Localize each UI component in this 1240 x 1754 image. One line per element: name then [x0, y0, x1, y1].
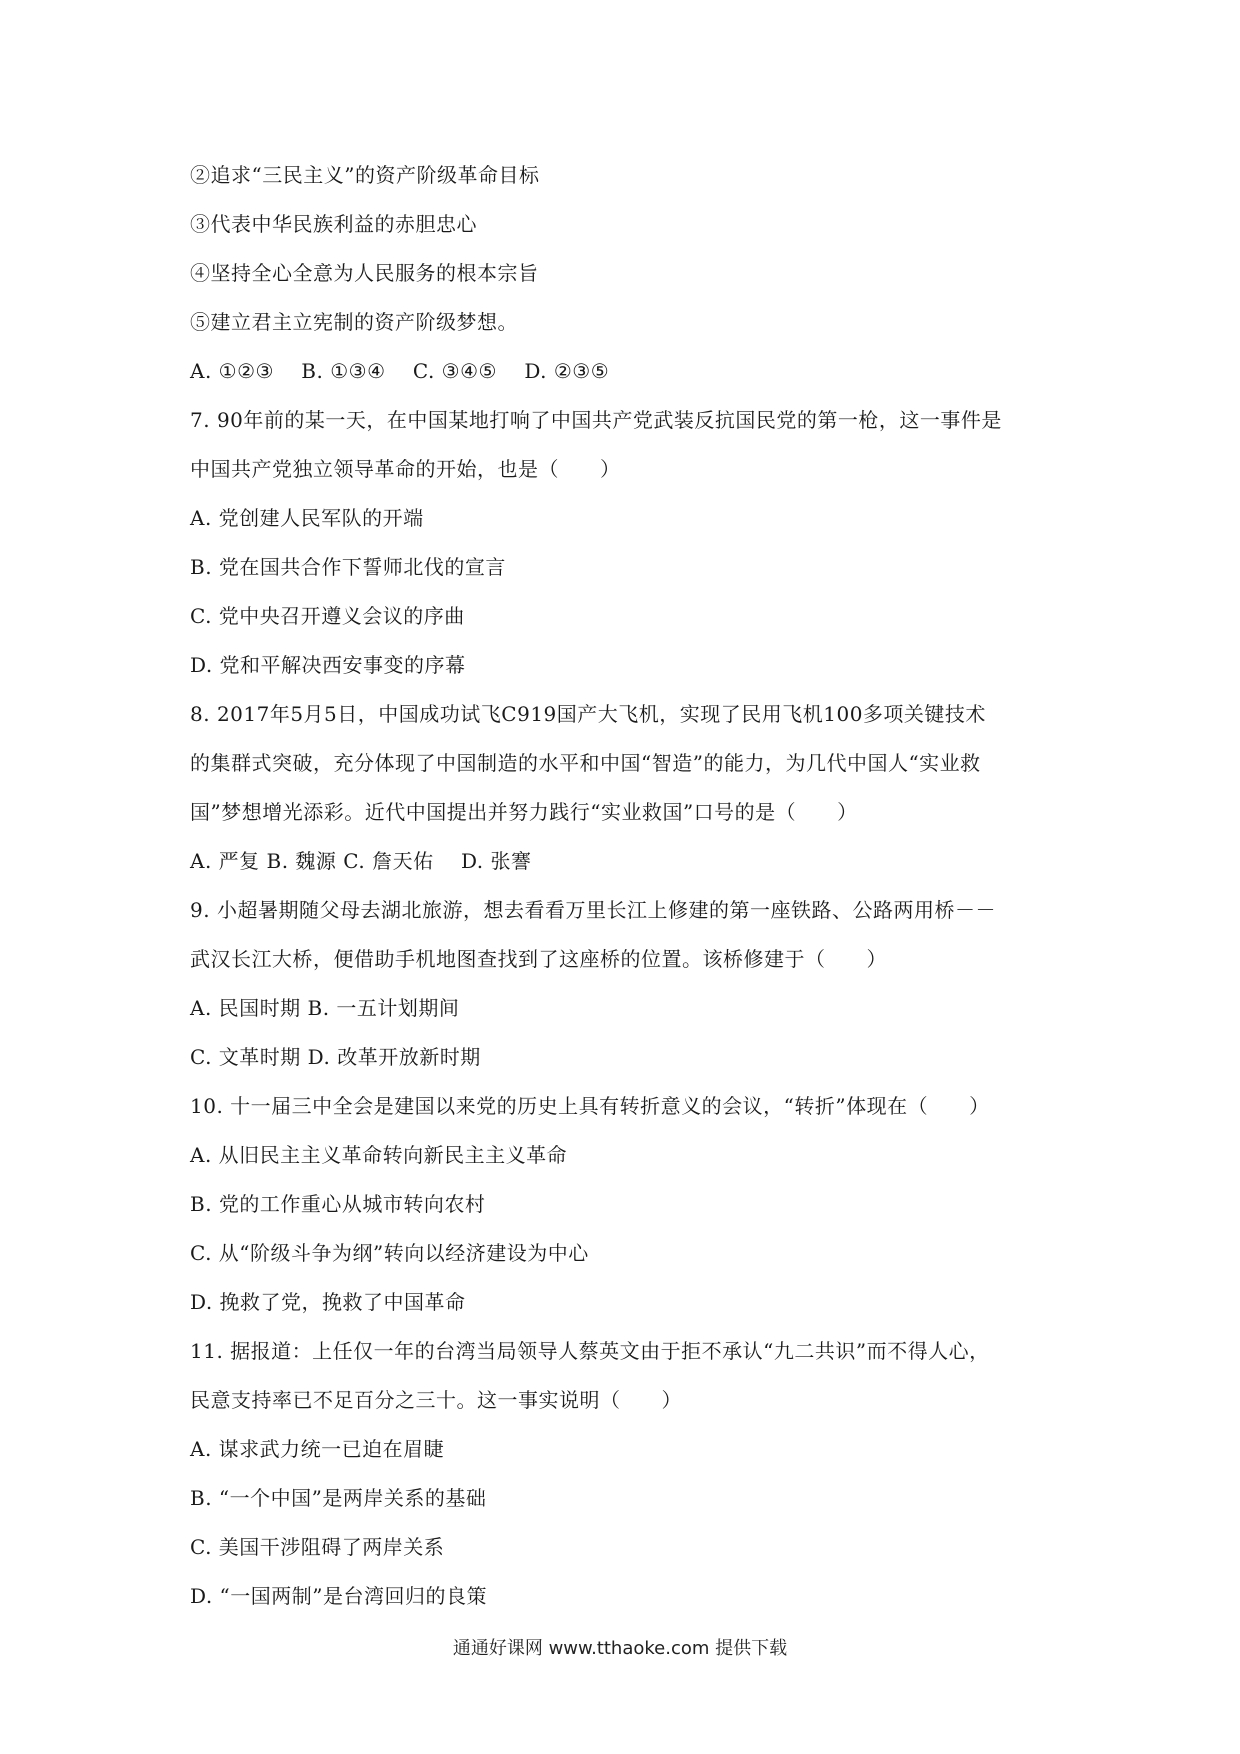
q11-stem-line-1: 11. 据报道：上任仅一年的台湾当局领导人蔡英文由于拒不承认“九二共识”而不得人心，	[190, 1339, 990, 1363]
q11-option-d: D. “一国两制”是台湾回归的良策	[190, 1584, 487, 1608]
page-footer: 通通好课网 www.tthaoke.com 提供下载	[452, 1638, 788, 1659]
q7-option-a: A. 党创建人民军队的开端	[190, 506, 424, 530]
q10-stem: 10. 十一届三中全会是建国以来党的历史上具有转折意义的会议，“转折”体现在（ ）	[190, 1094, 990, 1118]
option-line-5: ⑤建立君主立宪制的资产阶级梦想。	[190, 310, 518, 334]
q7-option-d: D. 党和平解决西安事变的序幕	[190, 653, 466, 677]
q11-option-a: A. 谋求武力统一已迫在眉睫	[190, 1437, 445, 1461]
q7-option-c: C. 党中央召开遵义会议的序曲	[190, 604, 465, 628]
q7-stem-line-1: 7. 90年前的某一天，在中国某地打响了中国共产党武装反抗国民党的第一枪，这一事件是	[190, 408, 1002, 432]
q8-answer-choices: A. 严复 B. 魏源 C. 詹天佑 D. 张謇	[190, 849, 532, 873]
q9-stem-line-1: 9. 小超暑期随父母去湖北旅游，想去看看万里长江上修建的第一座铁路、公路两用桥－－	[190, 898, 996, 922]
q10-option-a: A. 从旧民主主义革命转向新民主主义革命	[190, 1143, 568, 1167]
q11-option-b: B. “一个中国”是两岸关系的基础	[190, 1486, 487, 1510]
q6-answer-choices: A. ①②③ B. ①③④ C. ③④⑤ D. ②③⑤	[190, 359, 610, 383]
q11-stem-line-2: 民意支持率已不足百分之三十。这一事实说明（ ）	[190, 1388, 682, 1412]
q9-options-ab: A. 民国时期 B. 一五计划期间	[190, 996, 460, 1020]
q10-option-b: B. 党的工作重心从城市转向农村	[190, 1192, 486, 1216]
q7-option-b: B. 党在国共合作下誓师北伐的宣言	[190, 555, 506, 579]
option-line-3: ③代表中华民族利益的赤胆忠心	[190, 212, 477, 236]
q9-options-cd: C. 文革时期 D. 改革开放新时期	[190, 1045, 481, 1069]
q11-option-c: C. 美国干涉阻碍了两岸关系	[190, 1535, 445, 1559]
q8-stem-line-2: 的集群式突破，充分体现了中国制造的水平和中国“智造”的能力，为几代中国人“实业救	[190, 751, 981, 775]
q10-option-d: D. 挽救了党，挽救了中国革命	[190, 1290, 466, 1314]
q9-stem-line-2: 武汉长江大桥，便借助手机地图查找到了这座桥的位置。该桥修建于（ ）	[190, 947, 887, 971]
option-line-4: ④坚持全心全意为人民服务的根本宗旨	[190, 261, 539, 285]
q10-option-c: C. 从“阶级斗争为纲”转向以经济建设为中心	[190, 1241, 589, 1265]
q8-stem-line-3: 国”梦想增光添彩。近代中国提出并努力践行“实业救国”口号的是（ ）	[190, 800, 858, 824]
q7-stem-line-2: 中国共产党独立领导革命的开始，也是（ ）	[190, 457, 621, 481]
option-line-2: ②追求“三民主义”的资产阶级革命目标	[190, 163, 540, 187]
q8-stem-line-1: 8. 2017年5月5日，中国成功试飞C919国产大飞机，实现了民用飞机100多项关键技术	[190, 702, 986, 726]
